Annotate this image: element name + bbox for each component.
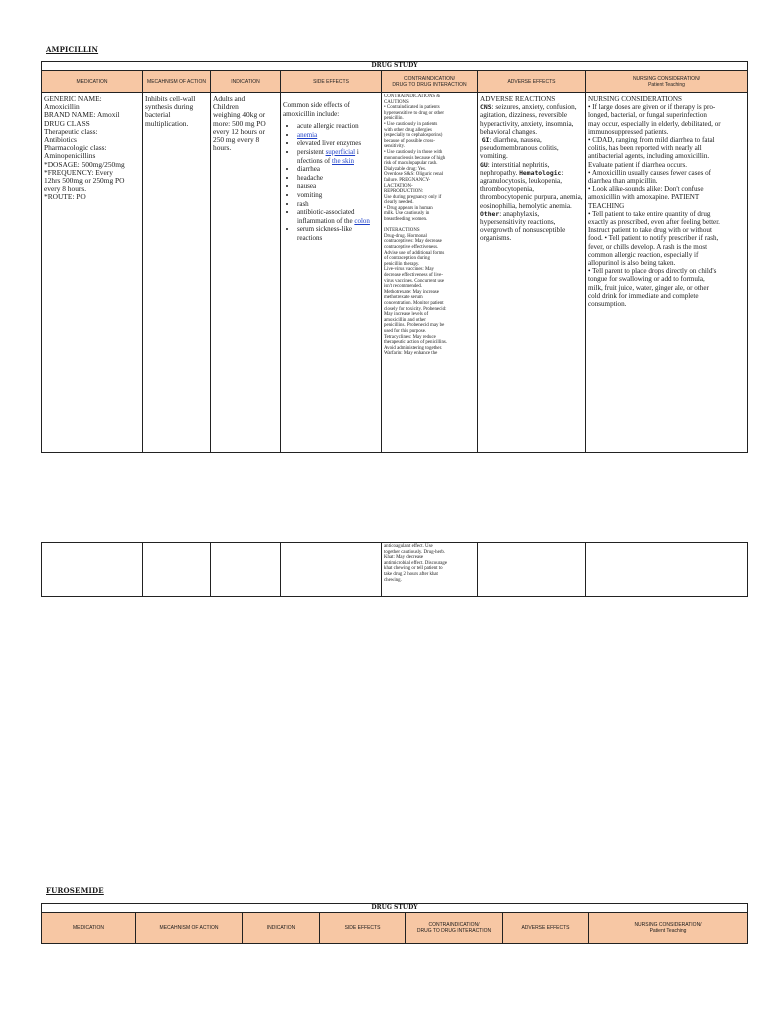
text-line: BRAND NAME: Amoxil — [44, 110, 120, 120]
text-line: *DOSAGE: 500mg/250mg — [44, 159, 125, 169]
text-line: May increase levels of — [384, 312, 429, 318]
text-line: antibacterial agents, including amoxicillin. — [588, 152, 710, 161]
indication-lines — [213, 95, 278, 152]
text-line: Warfarin: May enhance the — [384, 351, 438, 357]
text-line: • Amoxicillin usually causes fewer cases of — [588, 168, 712, 177]
text-line: Overdose S&S: Oliguric renal — [384, 172, 444, 178]
text-line: every 12 hours or — [213, 126, 265, 136]
text-line: tongue for swallowing or add to formula, — [588, 275, 705, 284]
text-line: fever, or chills develop. A rash is the most — [588, 242, 708, 251]
list-item: • persistent superficial i nfections of the skin — [297, 148, 379, 165]
text-line: Pharmacologic class: — [44, 143, 107, 153]
list-item: • vomiting — [297, 191, 379, 200]
text-line: penicillin. — [384, 116, 404, 122]
text-line: diarrhea than ampicillin. — [588, 177, 658, 186]
text-line: mononucleosis because of high — [384, 155, 446, 161]
text-line: risk of maculopapular rash. — [384, 161, 438, 167]
header-adverse-effects: ADVERSE EFFECTS — [503, 913, 589, 944]
text-line: Live-virus vaccines: May — [384, 267, 434, 273]
drug-heading-furosemide: FUROSEMIDE — [46, 886, 104, 895]
header-indication: INDICATION — [243, 913, 320, 944]
text-line: may occur, especially in elderly, debilitated, or — [588, 119, 721, 128]
adverse-title: ADVERSE REACTIONS — [480, 95, 556, 103]
text-line: concentration. Monitor patient — [384, 300, 444, 306]
text-line: penicillins. Probenecid may be — [384, 323, 445, 329]
header-side-effects: SIDE EFFECTS — [320, 913, 406, 944]
text-line: immunosuppressed patients. — [588, 127, 669, 136]
text-line: Amoxicillin — [44, 102, 80, 112]
text-line: Adults and — [213, 94, 246, 103]
side-effects-cell — [281, 93, 382, 453]
table-title: DRUG STUDY — [42, 62, 748, 71]
text-line: Children — [213, 102, 239, 112]
table-title: DRUG STUDY — [42, 904, 748, 913]
text-line: Khat: May decrease — [384, 555, 424, 561]
text-line: chewing. — [384, 577, 402, 583]
text-line: (especially to cephalosporins) — [384, 133, 443, 139]
adverse-cns: CNS: seizures, anxiety, confusion, agitation, dizziness, reversible hyperactivity, anxiety, insomnia, behavioral changes. — [480, 103, 577, 136]
text-line: antimicrobial effect. Discourage — [384, 560, 448, 566]
empty-cell — [143, 543, 211, 597]
text-line: CAUTIONS — [384, 99, 409, 105]
adverse-other: Other: anaphylaxis, hypersensitivity reactions, overgrowth of nonsusceptible organisms. — [480, 209, 566, 243]
text-line: REPRODUCTION: — [384, 189, 424, 195]
side-effects-intro: Common side effects of amoxicillin include: — [283, 101, 350, 118]
nursing-cell — [586, 93, 748, 453]
text-line: every 8 hours. — [44, 184, 87, 194]
text-line: 12hrs 500mg or 250mg PO — [44, 176, 125, 186]
colon-link[interactable]: colon — [354, 216, 370, 225]
empty-cell — [281, 543, 382, 597]
text-line: 250 mg every 8 — [213, 135, 260, 145]
text-line: methotrexate serum — [384, 295, 423, 301]
contraindication-continued-cell — [382, 543, 478, 597]
text-line: LACTATION- — [384, 183, 413, 189]
text-line: hours. — [213, 143, 232, 153]
text-line: cold drink for immediate and complete — [588, 291, 699, 300]
header-mechanism: MECAHNISM OF ACTION — [136, 913, 243, 944]
header-medication: MEDICATION — [42, 913, 136, 944]
text-line: Advise use of additional forms — [384, 250, 445, 256]
contraindication-lines — [384, 94, 475, 450]
contraindication-continued-lines — [384, 544, 475, 583]
text-line: virus vaccines. Concurrent use — [384, 278, 445, 284]
drug-study-table-continued — [41, 542, 748, 597]
text-line: consumption. — [588, 300, 627, 309]
empty-cell — [211, 543, 281, 597]
text-line: • Tell parent to place drops directly on child's — [588, 267, 717, 276]
text-line: synthesis during — [145, 102, 194, 112]
header-medication: MEDICATION — [42, 71, 143, 93]
the-skin-link[interactable]: the skin — [332, 156, 354, 165]
text-line: Instruct patient to take drug with or without — [588, 226, 712, 235]
text-line: GENERIC NAME: — [44, 94, 102, 103]
list-item: • antibiotic-associated inflammation of the colon — [297, 208, 379, 225]
text-line: failure. PREGNANCY- — [384, 177, 431, 183]
text-line: isn't recommended. — [384, 284, 423, 290]
text-line: Antibiotics — [44, 135, 77, 145]
text-line: TEACHING — [588, 201, 625, 210]
text-line: food. • Tell patient to notify prescriber if rash, — [588, 234, 719, 243]
list-item: • serum sickness-like reactions — [297, 225, 379, 242]
superficial-link[interactable]: superficial — [325, 147, 356, 156]
header-nursing: NURSING CONSIDERATION/ Patient Teaching — [586, 71, 748, 93]
list-item: • nausea — [297, 182, 379, 191]
text-line: used for this purpose. — [384, 328, 427, 334]
drug-heading-ampicillin: AMPICILLIN — [46, 45, 99, 54]
text-line: • Look alike-sounds alike: Don't confuse — [588, 185, 704, 194]
text-line: sensitivity. — [384, 144, 406, 150]
empty-cell — [478, 543, 586, 597]
drug-study-table-ampicillin — [41, 61, 748, 453]
text-line: therapeutic action of penicillins. — [384, 340, 448, 346]
text-line: multiplication. — [145, 118, 189, 128]
header-contraindication: CONTRAINDICATION/ DRUG TO DRUG INTERACTION — [406, 913, 503, 944]
contraindication-cell — [382, 93, 478, 453]
text-line: • Use cautiously in patients — [384, 121, 438, 127]
text-line: weighing 40kg or — [213, 110, 266, 120]
text-line: *FREQUENCY: Every — [44, 167, 113, 177]
text-line: CONTRAINDICATIONS & — [384, 94, 441, 99]
mechanism-lines — [145, 95, 208, 128]
text-line: hypersensitive to drug or other — [384, 110, 445, 116]
text-line: Avoid administering together. — [384, 345, 443, 351]
list-item: • headache — [297, 174, 379, 183]
text-line: Therapeutic class: — [44, 126, 98, 136]
text-line: • CDAD, ranging from mild diarrhea to fatal — [588, 136, 715, 145]
mechanism-cell — [143, 93, 211, 453]
text-line: amoxicillin with amoxapine. PATIENT — [588, 193, 700, 202]
list-item: • elevated liver enzymes — [297, 139, 379, 148]
text-line: anticoagulant effect. Use — [384, 544, 433, 549]
list-item: • rash — [297, 200, 379, 209]
text-line: milk, fruit juice, water, ginger ale, or other — [588, 283, 709, 292]
text-line: exactly as prescribed, even after feeling better. — [588, 218, 720, 227]
text-line: decrease effectiveness of live- — [384, 273, 443, 278]
medication-cell — [42, 93, 143, 453]
adverse-effects-cell — [478, 93, 586, 453]
side-effects-list — [283, 122, 379, 242]
text-line: because of possible cross- — [384, 138, 435, 144]
list-item — [297, 131, 379, 140]
nursing-lines — [588, 95, 745, 308]
text-line: colitis, has been reported with nearly all — [588, 144, 702, 153]
text-line: take drug 2 hours after khat — [384, 571, 438, 577]
text-line: breastfeeding women. — [384, 217, 428, 223]
text-line: Inhibits cell-wall — [145, 94, 196, 103]
text-line: common allergic reaction, especially if — [588, 250, 699, 259]
header-contraindication: CONTRAINDICATION/ DRUG TO DRUG INTERACTION — [382, 71, 478, 93]
text-line: more: 500 mg PO — [213, 118, 266, 128]
header-mechanism: MECAHNISM OF ACTION — [143, 71, 211, 93]
text-line: closely for toxicity. Probenecid: — [384, 306, 447, 312]
text-line: Drug-drug. Hormonal — [384, 233, 427, 239]
text-line: contraceptive effectiveness. — [384, 245, 439, 251]
header-indication: INDICATION — [211, 71, 281, 93]
text-line: INTERACTIONS — [384, 228, 420, 234]
empty-cell — [42, 543, 143, 597]
text-line: Use during pregnancy only if — [384, 194, 442, 200]
text-line: milk. Use cautiously in — [384, 211, 430, 217]
list-item: • acute allergic reaction — [297, 122, 379, 131]
text-line: clearly needed. — [384, 200, 414, 206]
text-line: • Contraindicated in patients — [384, 105, 440, 111]
header-side-effects: SIDE EFFECTS — [281, 71, 382, 93]
text-line: *ROUTE: PO — [44, 192, 86, 202]
header-nursing: NURSING CONSIDERATION/ Patient Teaching — [589, 913, 748, 944]
indication-cell — [211, 93, 281, 453]
list-item: • diarrhea — [297, 165, 379, 174]
text-line: of contraception during — [384, 256, 430, 262]
adverse-gi: GI: diarrhea, nausea, pseudomembranous colitis, vomiting. — [480, 136, 559, 161]
text-line: • Tell patient to take entire quantity of drug — [588, 209, 711, 218]
text-line: • Drug appears in human — [384, 205, 433, 211]
text-line: contraceptives: May decrease — [384, 239, 442, 245]
text-line: amoxicillin and other — [384, 317, 426, 323]
text-line: DRUG CLASS — [44, 118, 90, 128]
medication-lines — [44, 95, 140, 202]
text-line: bacterial — [145, 110, 171, 120]
text-line: Tetracyclines: May reduce — [384, 334, 436, 340]
adverse-gu: GU: interstitial nephritis, nephropathy. Hematologic: agranulocytosis, leukopenia, thrombocytopenia, thrombocytopenic purpura, anemia, eosinophilia, hemolytic anemia. — [480, 160, 583, 210]
header-adverse-effects: ADVERSE EFFECTS — [478, 71, 586, 93]
text-line: penicillin therapy. — [384, 261, 420, 267]
text-line: • If large doses are given or if therapy is pro- — [588, 103, 716, 112]
text-line: allopurinol is also being taken. — [588, 259, 676, 268]
text-line: together cautiously. Drug-herb. — [384, 549, 446, 555]
text-line: NURSING CONSIDERATIONS — [588, 95, 682, 103]
drug-study-table-furosemide — [41, 903, 748, 944]
text-line: longed, bacterial, or fungal superinfection — [588, 111, 707, 120]
text-line: khat chewing or tell patient to — [384, 566, 443, 572]
text-line: Dialyzable drug: Yes. — [384, 166, 427, 172]
empty-cell — [586, 543, 748, 597]
text-line: Evaluate patient if diarrhea occurs. — [588, 160, 688, 169]
text-line: Aminopenicillins — [44, 151, 96, 161]
text-line: with other drug allergies — [384, 127, 432, 133]
text-line: Methotrexate: May increase — [384, 289, 439, 295]
text-line: • Use cautiously in those with — [384, 149, 443, 155]
anemia-link[interactable]: anemia — [297, 130, 318, 139]
